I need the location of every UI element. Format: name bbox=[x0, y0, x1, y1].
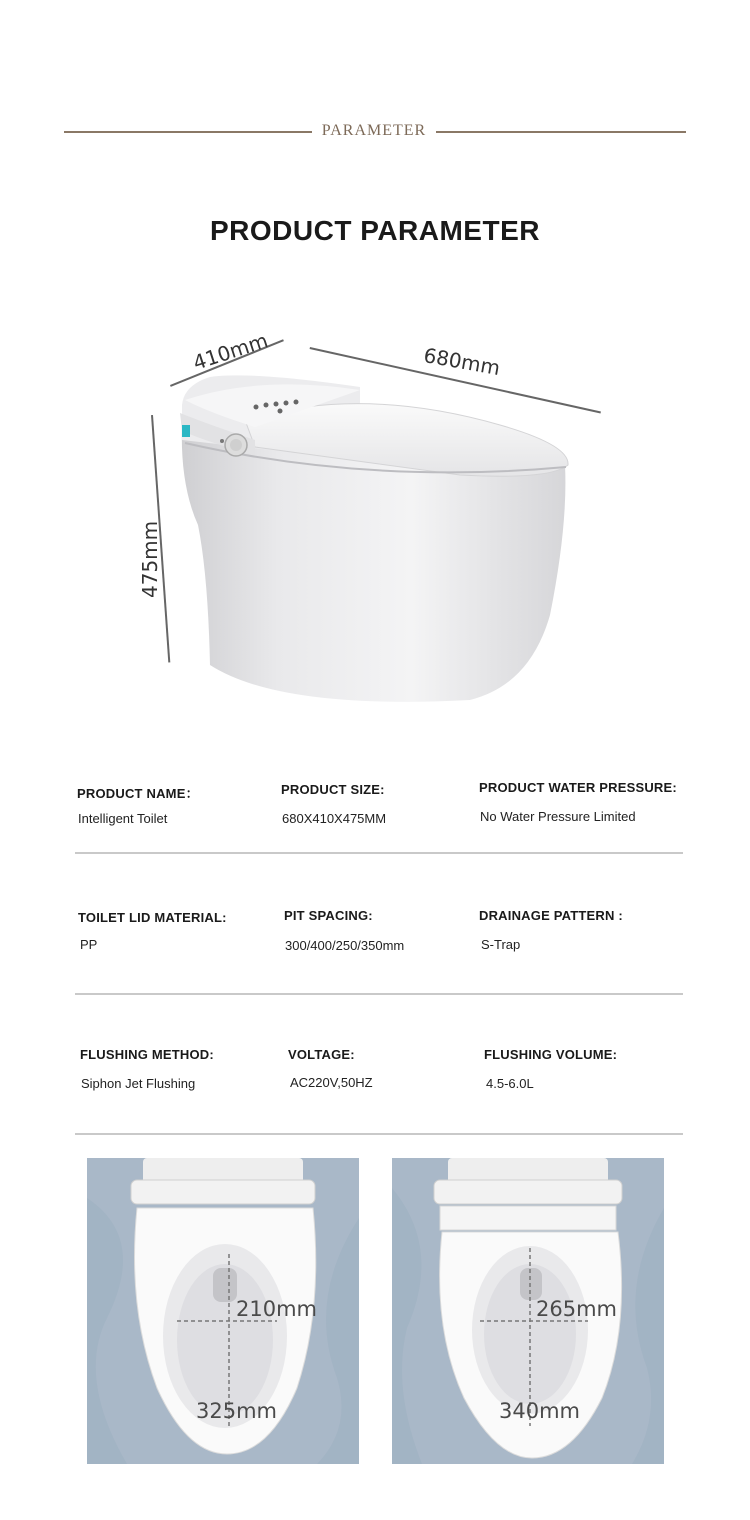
product-size-label: PRODUCT SIZE: bbox=[281, 782, 385, 797]
seat-size-photo bbox=[392, 1158, 664, 1464]
toilet-illustration bbox=[170, 365, 580, 710]
settings-icon bbox=[278, 409, 283, 414]
drainage-value: S-Trap bbox=[481, 937, 521, 952]
flushing-method-label: FLUSHING METHOD: bbox=[80, 1047, 214, 1062]
pit-spacing-label: PIT SPACING: bbox=[284, 908, 373, 923]
header-divider-left bbox=[64, 131, 312, 133]
product-size-value: 680X410X475MM bbox=[282, 811, 387, 826]
product-name-value: Intelligent Toilet bbox=[78, 811, 168, 826]
bowl-size-photo bbox=[87, 1158, 359, 1464]
bowl-width-label: 210mm bbox=[236, 1297, 317, 1321]
height-dimension-label: 475mm bbox=[138, 520, 162, 598]
lid-material-label: TOILET LID MATERIAL: bbox=[78, 910, 227, 925]
flushing-volume-label: FLUSHING VOLUME: bbox=[484, 1047, 618, 1062]
lid-material-value: PP bbox=[80, 937, 98, 952]
page-title: PRODUCT PARAMETER bbox=[210, 215, 540, 246]
bowl-length-label: 325mm bbox=[196, 1399, 277, 1423]
row-divider bbox=[75, 852, 683, 854]
fan-icon bbox=[254, 405, 259, 410]
water-icon bbox=[264, 403, 269, 408]
water-pressure-label: PRODUCT WATER PRESSURE: bbox=[479, 780, 677, 795]
flushing-method-value: Siphon Jet Flushing bbox=[81, 1076, 196, 1091]
pit-spacing-value: 300/400/250/350mm bbox=[285, 938, 405, 953]
width-dimension-label: 410mm bbox=[190, 328, 271, 375]
seat-width-label: 265mm bbox=[536, 1297, 617, 1321]
length-dimension-label: 680mm bbox=[421, 343, 502, 381]
seat-icon bbox=[274, 402, 279, 407]
row-divider bbox=[75, 1133, 683, 1135]
product-name-label: PRODUCT NAME： bbox=[77, 786, 199, 801]
spray-icon bbox=[284, 401, 289, 406]
voltage-label: VOLTAGE: bbox=[288, 1047, 355, 1062]
flushing-volume-value: 4.5-6.0L bbox=[486, 1076, 534, 1091]
water-pressure-value: No Water Pressure Limited bbox=[480, 809, 636, 824]
voltage-value: AC220V,50HZ bbox=[290, 1075, 373, 1090]
drainage-label: DRAINAGE PATTERN : bbox=[479, 908, 623, 923]
section-label: PARAMETER bbox=[321, 122, 427, 139]
dry-icon bbox=[294, 400, 299, 405]
header-divider-right bbox=[436, 131, 686, 133]
seat-length-label: 340mm bbox=[499, 1399, 580, 1423]
row-divider bbox=[75, 993, 683, 995]
status-indicator-icon bbox=[182, 425, 190, 437]
